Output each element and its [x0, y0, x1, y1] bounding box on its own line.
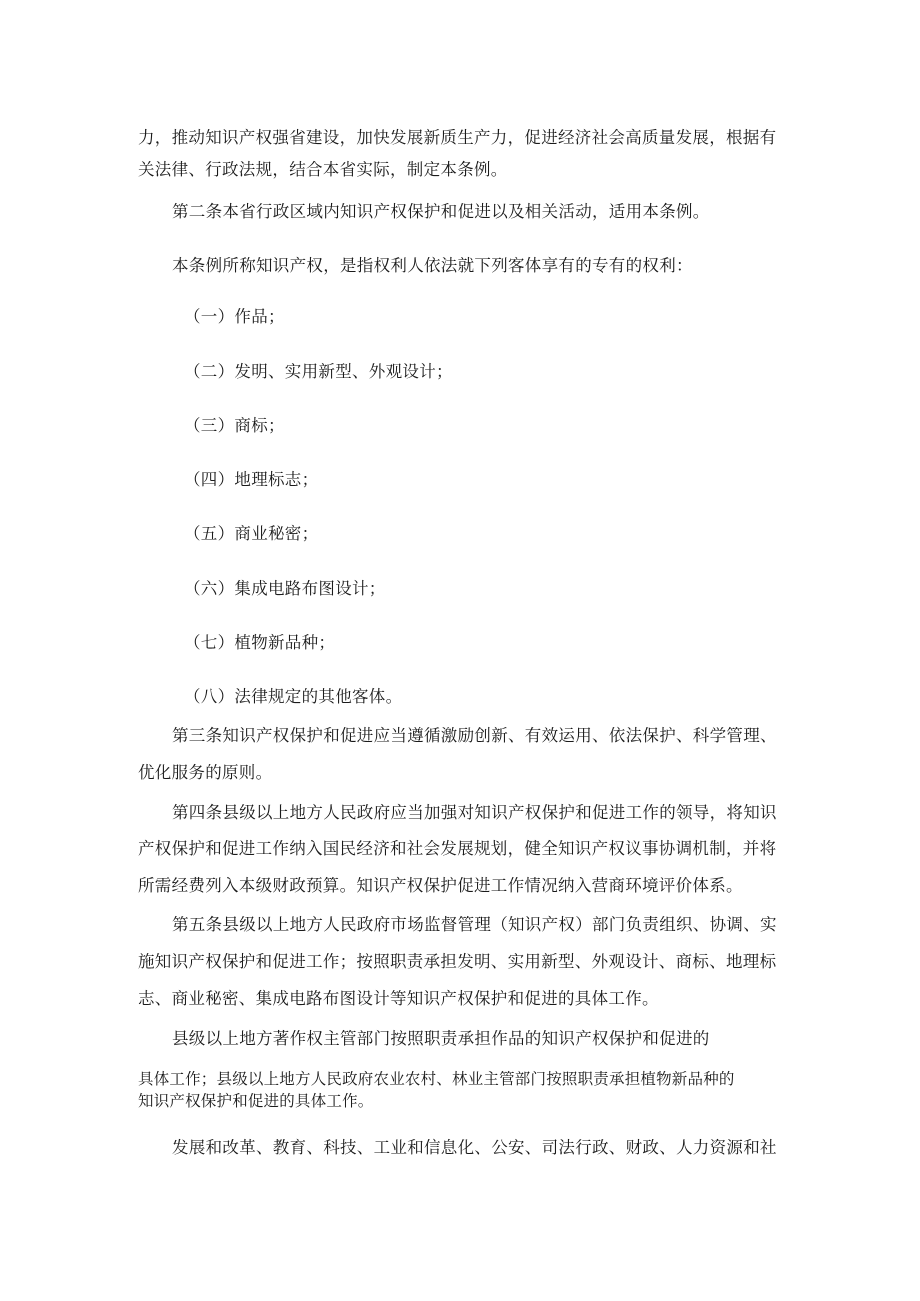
article-4-line: 所需经费列入本级财政预算。知识产权保护促进工作情况纳入营商环境评价体系。 — [138, 876, 743, 895]
article-3-line: 优化服务的原则。 — [138, 763, 273, 782]
paragraph-line: 关法律、行政法规，结合本省实际，制定本条例。 — [138, 160, 508, 179]
paragraph-line: 力，推动知识产权强省建设，加快发展新质生产力，促进经济社会高质量发展，根据有 — [138, 128, 777, 147]
copyright-paragraph-line: 县级以上地方著作权主管部门按照职责承担作品的知识产权保护和促进的 — [172, 1029, 710, 1048]
list-item: （二）发明、实用新型、外观设计； — [184, 362, 453, 381]
last-paragraph-line: 发展和改革、教育、科技、工业和信息化、公安、司法行政、财政、人力资源和社 — [172, 1138, 777, 1157]
article-2: 第二条本省行政区域内知识产权保护和促进以及相关活动，适用本条例。 — [172, 202, 710, 221]
article-5-line: 志、商业秘密、集成电路布图设计等知识产权保护和促进的具体工作。 — [138, 989, 659, 1008]
copyright-paragraph-line: 知识产权保护和促进的具体工作。 — [138, 1092, 374, 1110]
list-item: （八）法律规定的其他客体。 — [184, 687, 403, 706]
list-item: （四）地理标志； — [184, 470, 319, 489]
article-5-line: 施知识产权保护和促进工作；按照职责承担发明、实用新型、外观设计、商标、地理标 — [138, 952, 777, 971]
copyright-paragraph-line: 具体工作；县级以上地方人民政府农业农村、林业主管部门按照职责承担植物新品种的 — [138, 1070, 735, 1088]
article-4-line: 产权保护和促进工作纳入国民经济和社会发展规划，健全知识产权议事协调机制，并将 — [138, 839, 777, 858]
list-item: （一）作品； — [184, 307, 285, 326]
list-item: （七）植物新品种； — [184, 633, 336, 652]
article-5-line: 第五条县级以上地方人民政府市场监督管理（知识产权）部门负责组织、协调、实 — [172, 915, 777, 934]
list-item: （三）商标； — [184, 416, 285, 435]
list-item: （五）商业秘密； — [184, 524, 319, 543]
definition-intro: 本条例所称知识产权，是指权利人依法就下列客体享有的专有的权利： — [172, 256, 693, 275]
list-item: （六）集成电路布图设计； — [184, 579, 386, 598]
article-4-line: 第四条县级以上地方人民政府应当加强对知识产权保护和促进工作的领导，将知识 — [172, 803, 777, 822]
article-3-line: 第三条知识产权保护和促进应当遵循激励创新、有效运用、依法保护、科学管理、 — [172, 726, 777, 745]
